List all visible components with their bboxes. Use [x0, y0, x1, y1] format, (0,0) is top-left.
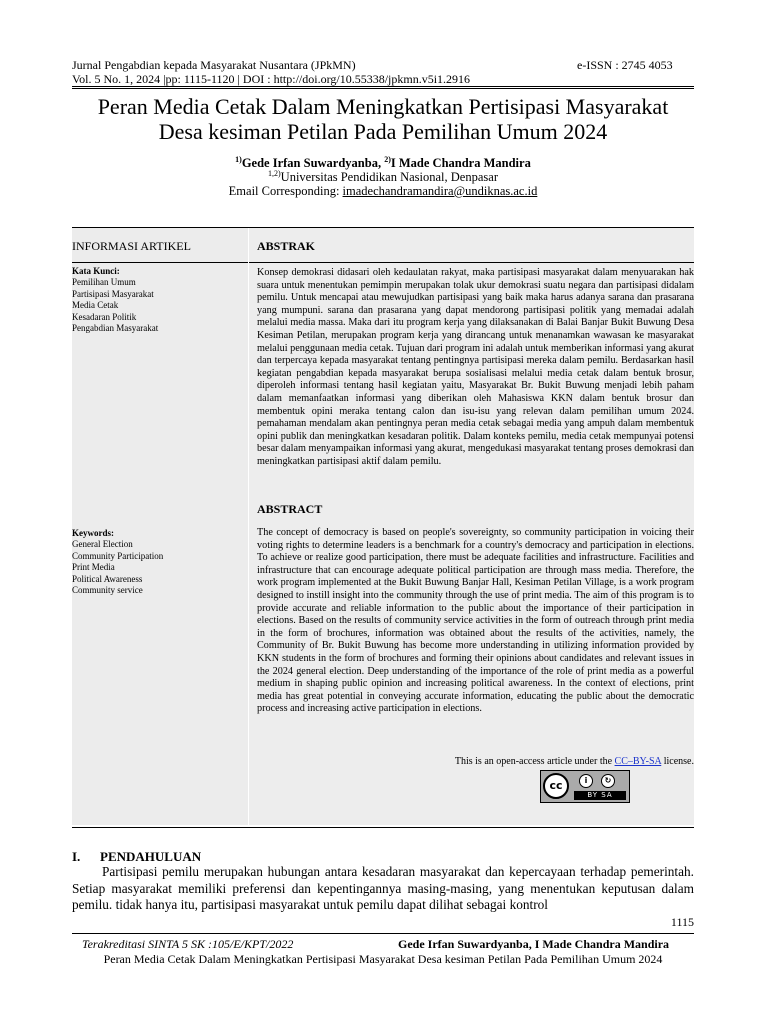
keyword-item: Community Participation	[72, 550, 164, 561]
header-rule	[72, 86, 694, 87]
cc-by-sa-badge[interactable]	[540, 770, 630, 803]
keyword-item: General Election	[72, 539, 133, 549]
cc-icon: cc	[543, 773, 569, 799]
license-notice	[257, 756, 702, 767]
author-1-name: Gede Irfan Suwardyanba,	[241, 156, 385, 171]
abstract-text: The concept of democracy is based on people's sovereignty, so community participation in voicing their voting rights to determine leaders is a benchmark for a country's democracy and participation in elections. To achieve or realize good participation, there must be adequate facilities and infrastructure. Facilities and infrastructure that can encourage adequate political participation are through mass media. Therefore, the work program implemented at the Bukit Buwung Banjar Hall, Kesiman Petilan Village, is a work program designed to instill insight into the community through the use of print media. The aim of this program is to provide accurate and reliable information to the public about the importance of their participation in elections. Based on the results of community service activities in the form of outreach through print media in the form of brochures, information was obtained about the results of the activities, namely, the Community of Br. Bukit Buwung has become more understanding in utilizing information provided by KKN students in the form of brochures and forming their opinions about candidates and relevant issues in the 2024 general election. Deep understanding of the importance of the role of print media as a powerful medium in shaping public opinion and increasing political awareness. In the context of elections, print media has great potential in conveying accurate information, educating the public about the democratic process and increasing active participation in elections.	[257, 527, 694, 715]
cc-by-sa-link[interactable]: CC–BY-SA	[614, 756, 662, 767]
title-line-2: Desa kesiman Petilan Pada Pemilihan Umum 2024	[158, 119, 608, 144]
title-line-1: Peran Media Cetak Dalam Meningkatkan Pertisipasi Masyarakat	[97, 94, 669, 119]
kata-kunci-block	[72, 266, 242, 335]
volume-doi-line: Vol. 5 No. 1, 2024 |pp: 1115-1120 | DOI : http://doi.org/10.55338/jpkmn.v5i1.2916	[72, 72, 471, 86]
kata-kunci-item: Pemilihan Umum	[72, 277, 136, 287]
footer-accreditation: Terakreditasi SINTA 5 SK :105/E/KPT/2022	[82, 937, 294, 951]
journal-name: Jurnal Pengabdian kepada Masyarakat Nusantara (JPkMN)	[72, 58, 356, 72]
page-number: 1115	[670, 915, 694, 929]
header-rule-double	[72, 88, 694, 89]
paper-title	[72, 94, 694, 144]
kata-kunci-item: Partisipasi Masyarakat	[72, 288, 154, 299]
license-prefix: This is an open-access article under the	[454, 756, 615, 767]
attribution-icon: i	[579, 774, 593, 788]
email-line	[72, 184, 694, 199]
info-label: INFORMASI ARTIKEL	[72, 239, 191, 253]
keyword-item: Political Awareness	[72, 573, 143, 584]
abstrak-text: Konsep demokrasi didasari oleh kedaulatan rakyat, maka partisipasi masyarakat dalam menyuarakan hak suara untuk menentukan pemimpin merupakan tolak ukur demokrasi suatu negara dan partisipasi didalam pemilu. Untuk mencapai atau mewujudkan partisipasi yang baik maka harus adanya sarana dan prasarana yang mumpuni. sarana dan prasarana yang dapat mendorong partisipasi politik yang memadai adalah melalui media massa. Maka dari itu program kerja yang dilaksanakan di Balai Banjar Bukit Buwung Desa Kesiman Petilan, merupakan program kerja yang dirancang untuk menanamkan wawasan ke masyarakat melalui penggunaan media cetak. Tujuan dari program ini adalah untuk memberikan informasi yang akurat dan terpercaya kepada masyarakat tentang pentingnya partisipasi mereka dalam pemilu. Berdasarkan hasil kegiatan pengabdian kepada masyarakat berupa sosialisasi melalui media cetak dalam bentuk brosur, diperoleh informasi tentang hasil kegiatan yaitu, Masyarakat Br. Bukit Buwung menjadi lebih paham dalam memanfaatkan informasi yang diberikan oleh Mahasiswa KKN dalam bentuk brosur dan membentuk opini meraka tentang calon dan isu-isu yang relevan dalam pemilihan umum 2024. pemahaman mendalam akan pentingnya peran media cetak sebagai media yang ampuh dalam membentuk opini publik dan meningkatkan kesadaran politik. Dalam konteks pemilu, media cetak mempunyai potensi besar dalam menyampaikan informasi yang akurat, mengedukasi masyarakat tentang proses demokrasi dan meningkatkan partisipasi aktif dalam pemilu.	[257, 267, 694, 467]
footer-title: Peran Media Cetak Dalam Meningkatkan Pertisipasi Masyarakat Desa kesiman Petilan Pada Pemilihan Umum 2024	[103, 952, 663, 966]
kata-kunci-item: Kesadaran Politik	[72, 311, 137, 322]
kata-kunci-title: Kata Kunci:	[72, 266, 120, 276]
kata-kunci-item: Pengabdian Masyarakat	[72, 323, 159, 333]
section-title: PENDAHULUAN	[100, 849, 202, 864]
abstract-divider	[249, 262, 694, 263]
keyword-item: Print Media	[72, 562, 115, 572]
keywords-block	[72, 528, 242, 597]
footer-authors: Gede Irfan Suwardyanba, I Made Chandra Mandira	[398, 937, 670, 951]
license-suffix: license.	[661, 756, 694, 767]
affiliation	[72, 169, 694, 185]
author-2-name: I Made Chandra Mandira	[390, 156, 531, 171]
abstrak-label: ABSTRAK	[257, 239, 316, 253]
footer-rule	[72, 933, 694, 934]
kata-kunci-item: Media Cetak	[72, 300, 119, 310]
email-link[interactable]: imadechandramandira@undiknas.ac.id	[342, 184, 538, 198]
section-heading	[72, 849, 201, 865]
info-divider	[72, 262, 248, 263]
issn: e-ISSN : 2745 4053	[577, 58, 673, 72]
affiliation-sup: 1,2)	[268, 169, 281, 178]
share-alike-icon: ↻	[601, 774, 615, 788]
author-2-sup: 2)	[384, 155, 391, 164]
author-1-sup: 1)	[235, 155, 242, 164]
section-body: Partisipasi pemilu merupakan hubungan antara kesadaran masyarakat dan kepercayaan terhadap pemerintah. Setiap masyarakat memiliki preferensi dan kepentingannya masing-masing, yang menentukan keputusan dalam pemilu. tidak hanya itu, partisipasi masyarakat untuk pemilu dapat dilihat sebagai kontrol	[72, 864, 694, 912]
abstract-label: ABSTRACT	[257, 502, 323, 516]
keywords-title: Keywords:	[72, 528, 114, 538]
email-label: Email Corresponding:	[228, 184, 343, 198]
cc-badge-label: BY SA	[574, 791, 626, 800]
affiliation-text: Universitas Pendidikan Nasional, Denpasar	[280, 170, 498, 185]
section-number: I.	[72, 849, 81, 864]
keyword-item: Community service	[72, 585, 143, 595]
